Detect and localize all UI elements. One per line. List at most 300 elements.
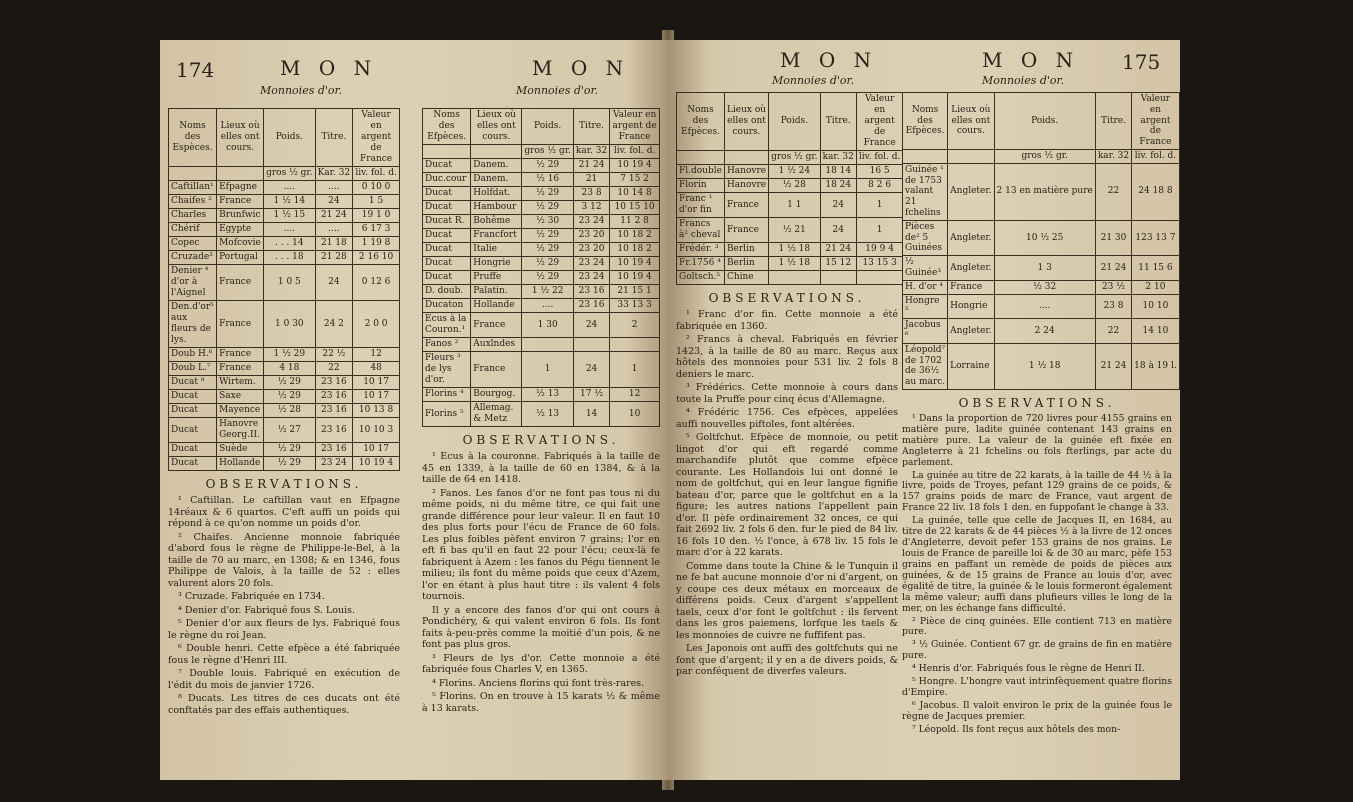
table-row (677, 193, 903, 218)
table-cell: 21 24 (1095, 256, 1131, 281)
observations-text (422, 451, 660, 714)
running-head: M O N (982, 48, 1080, 72)
table-cell: 1 ½ 24 (769, 165, 820, 179)
table-cell: ½ 27 (264, 418, 315, 443)
table-cell: ½ 29 (264, 376, 315, 390)
right-page (668, 40, 1180, 780)
table-cell: 24 (573, 352, 609, 388)
section-subtitle: Monnoies d'or. (772, 74, 855, 87)
table-cell: Angleter. (948, 256, 994, 281)
table-row (677, 243, 903, 257)
table-cell: 1 (856, 218, 902, 243)
column-header: Noms des Efpèces. (677, 93, 725, 151)
observation-note: La guinée au titre de 22 karats, à la taille de 44 ½ à la livre, poids de Troyes, pefant 129 grains de ce poids, & 157 grains poids de marc de France, vaut argent de France 22 liv. 18 fols 1 den. en fuppofant le change à 33. (902, 469, 1172, 514)
table-cell: 10 ½ 25 (994, 220, 1095, 255)
table-cell: 10 18 2 (610, 229, 660, 243)
table-cell: 23 24 (573, 271, 609, 285)
table-cell: ½ 28 (769, 179, 820, 193)
observation-note: ⁸ Ducats. Les titres de ces ducats ont été conftatés par des effais authentiques. (168, 693, 400, 716)
table-cell: Ducat (423, 229, 471, 243)
table-row (423, 271, 660, 285)
table-cell: . . . 14 (264, 237, 315, 251)
table-cell: 1 ½ 22 (522, 285, 573, 299)
table-cell: ½ 29 (264, 443, 315, 457)
column-header: Titre. (820, 93, 856, 151)
table-row (169, 348, 400, 362)
table-cell: 23 16 (315, 404, 353, 418)
table-cell: ½ 29 (264, 390, 315, 404)
unit-cell: kar. 32 (820, 151, 856, 165)
observation-note: ⁴ Henris d'or. Fabriqués fous le règne de Henri II. (912, 663, 1145, 675)
table-cell: Mofcovie (217, 237, 264, 251)
table-cell: 1 1 (769, 193, 820, 218)
observations-heading: OBSERVATIONS. (205, 477, 363, 491)
table-cell: ½ 29 (522, 229, 573, 243)
table-cell: 19 1 0 (353, 209, 400, 223)
observation-note: Les Japonois ont auffi des goltfchuts qui ne font que d'argent; il y en a de divers poids, & par conféquent de diverfes valeurs. (676, 643, 898, 677)
table-cell: ½ 29 (522, 187, 573, 201)
table-row (423, 201, 660, 215)
table-row (169, 362, 400, 376)
column-header: Valeur en argent de France (353, 109, 400, 167)
table-cell: 24 (820, 193, 856, 218)
table-cell: 10 17 (353, 443, 400, 457)
observation-note: ² Chaifes. Ancienne monnoie fabriquée d'abord fous le règne de Philippe-le-Bel, à la taille de 70 au marc, en 1308; & en 1346, fous Philippe de Valois, à la taille de 52 : elles valurent alors 20 fols. (168, 531, 400, 589)
table-cell: Francfort (471, 229, 522, 243)
table-cell: Hongrie (471, 257, 522, 271)
table-row (903, 343, 1180, 389)
table-cell: 1 5 (353, 195, 400, 209)
column-header: Poids. (994, 93, 1095, 150)
table-row (423, 159, 660, 173)
table-cell: .... (315, 223, 353, 237)
table-row (169, 181, 400, 195)
table-cell (610, 338, 660, 352)
table-cell: 18 14 (820, 165, 856, 179)
table-cell: Chaifes ² (169, 195, 217, 209)
table-cell: 22 (1095, 319, 1131, 344)
observation-note: ⁵ Hongre. L'hongre vaut intrinfèquement quatre florins d'Empire. (902, 676, 1172, 699)
table-cell: 0 12 6 (353, 265, 400, 301)
table-cell: ½ 32 (994, 280, 1095, 294)
table-cell: France (217, 362, 264, 376)
table-cell: 2 0 0 (353, 301, 400, 348)
table-cell: Bourgog. (471, 388, 522, 402)
table-cell: France (217, 348, 264, 362)
table-row (169, 223, 400, 237)
table-row (423, 299, 660, 313)
right-column (902, 92, 1177, 738)
table-row (169, 195, 400, 209)
table-cell: Danem. (471, 173, 522, 187)
table-cell: ½ 29 (264, 457, 315, 471)
table-cell: France (724, 218, 768, 243)
table-cell: Pièces de² 5 Guinées (903, 220, 948, 255)
table-cell: Ducat (423, 257, 471, 271)
table-row (423, 313, 660, 338)
unit-cell (724, 151, 768, 165)
table-row (677, 179, 903, 193)
table-row (423, 187, 660, 201)
table-cell: 1 ½ 14 (264, 195, 315, 209)
table-row (423, 352, 660, 388)
observation-note: ³ Frédérics. Cette monnoie à cours dans toute la Pruffe pour cinq écus d'Allemagne. (676, 382, 898, 405)
observation-note: ⁵ Denier d'or aux fleurs de lys. Fabriqué fous le règne du roi Jean. (168, 618, 400, 641)
table-row (169, 443, 400, 457)
observation-note: ⁴ Florins. Anciens florins qui font très-rares. (432, 677, 645, 689)
unit-cell: liv. fol. d. (353, 167, 400, 181)
table-cell: Hambour (471, 201, 522, 215)
table-cell: Ducaton (423, 299, 471, 313)
table-cell: Ducat (423, 243, 471, 257)
table-cell: Chérif (169, 223, 217, 237)
table-cell: 1 ½ 18 (769, 257, 820, 271)
table-cell: 1 ½ 18 (994, 343, 1095, 389)
table-cell: Fanos ² (423, 338, 471, 352)
table-cell: 23 20 (573, 229, 609, 243)
table-cell: Ducat (423, 201, 471, 215)
unit-cell: kar. 32 (1095, 149, 1131, 163)
unit-cell: Kar. 32 (315, 167, 353, 181)
table-cell: Bohême (471, 215, 522, 229)
table-cell: France (217, 265, 264, 301)
unit-cell: gros ½ gr. (264, 167, 315, 181)
table-cell: 24 2 (315, 301, 353, 348)
table-cell: ½ 29 (522, 159, 573, 173)
observation-note: ¹ Dans la proportion de 720 livres pour 4155 grains en matière pure, ladite guinée contenant 143 grains en matière pure. La valeur de la guinée eft fixée en Angleterre à 21 fchelins ou fols fterlings, par acte du parlement. (902, 412, 1172, 468)
table-cell: Hanovre (724, 165, 768, 179)
observation-note: ⁶ Jacobus. Il valoit environ le prix de la guinée fous le règne de Jacques premier. (902, 699, 1172, 722)
unit-cell: gros ½ gr. (769, 151, 820, 165)
column-header: Titre. (315, 109, 353, 167)
column-header: Titre. (1095, 93, 1131, 150)
table-cell: 23 16 (573, 299, 609, 313)
table-cell: 10 19 4 (353, 457, 400, 471)
table-cell: 23 8 (1095, 294, 1131, 319)
unit-cell (423, 145, 471, 159)
table-cell (856, 271, 902, 285)
coin-table (902, 92, 1180, 390)
table-cell: 12 (353, 348, 400, 362)
table-cell: Hollande (471, 299, 522, 313)
table-cell: 21 18 (315, 237, 353, 251)
table-cell: 23 16 (315, 376, 353, 390)
table-cell: Ducat (423, 187, 471, 201)
table-cell: Ducat (169, 457, 217, 471)
table-cell: 21 30 (1095, 220, 1131, 255)
table-cell: 10 14 8 (610, 187, 660, 201)
table-cell: ½ 29 (522, 243, 573, 257)
table-cell: 3 12 (573, 201, 609, 215)
observation-note: La guinée, telle que celle de Jacques II, en 1684, au titre de 22 karats & de 44 pièces ½ à la livre de 12 onces d'Angleterre, devoit pefer 153 grains de nos grains. Le louis de France de pareille loi & de 30 au marc, pèfe 153 grains en paffant un remède de poids de pièces aux guinées, & de 15 grains de France au louis d'or, avec égalité de titre, la guinée & le louis formeront également la même valeur; auffi dans plufieurs villes le long de la mer, on les échange fans difficulté. (902, 515, 1172, 614)
table-cell: 23 ½ (1095, 280, 1131, 294)
table-cell: Ducat R. (423, 215, 471, 229)
table-cell: 1 (610, 352, 660, 388)
table-cell: 1 30 (522, 313, 573, 338)
table-cell: 2 (610, 313, 660, 338)
table-row (423, 338, 660, 352)
table-cell: 2 24 (994, 319, 1095, 344)
table-cell: 23 24 (573, 257, 609, 271)
table-cell: 14 10 (1132, 319, 1180, 344)
table-cell: 24 (820, 218, 856, 243)
table-cell: 10 17 (353, 390, 400, 404)
table-row (169, 237, 400, 251)
table-cell: Ducat (169, 443, 217, 457)
table-cell: France (948, 280, 994, 294)
table-cell: France (217, 301, 264, 348)
column-header: Noms des Efpèces. (423, 109, 471, 145)
table-cell: Copec (169, 237, 217, 251)
unit-cell: liv. fol. d. (1132, 149, 1180, 163)
table-cell: .... (264, 181, 315, 195)
table-cell: Mayence (217, 404, 264, 418)
table-row (169, 404, 400, 418)
observations-text (676, 309, 898, 678)
observations-text (902, 414, 1172, 736)
table-cell: 16 5 (856, 165, 902, 179)
table-cell: 21 28 (315, 251, 353, 265)
table-cell: 1 0 30 (264, 301, 315, 348)
column-header: Noms des Efpèces. (903, 93, 948, 150)
table-cell: 13 15 3 (856, 257, 902, 271)
table-cell: 21 (573, 173, 609, 187)
table-row (169, 251, 400, 265)
table-row (903, 220, 1180, 255)
column-header: Poids. (264, 109, 315, 167)
table-cell: 24 (315, 265, 353, 301)
table-cell: ½ 16 (522, 173, 573, 187)
table-cell: 0 10 0 (353, 181, 400, 195)
table-cell: Hanovre (724, 179, 768, 193)
table-row (169, 265, 400, 301)
column-header: Valeur en argent de France (1132, 93, 1180, 150)
table-cell: 1 (856, 193, 902, 218)
table-cell (769, 271, 820, 285)
table-cell: ½ 28 (264, 404, 315, 418)
table-cell: 33 13 3 (610, 299, 660, 313)
table-row (423, 229, 660, 243)
table-cell: 7 15 2 (610, 173, 660, 187)
table-cell: 10 10 (1132, 294, 1180, 319)
table-cell: 18 à 19 l. (1132, 343, 1180, 389)
unit-cell (948, 149, 994, 163)
section-subtitle: Monnoies d'or. (982, 74, 1065, 87)
table-cell: Portugal (217, 251, 264, 265)
observation-note: ² Fanos. Les fanos d'or ne font pas tous ni du même poids, ni du même titre, ce qui fait une grande différence pour leur valeur. Il en faut 10 des plus forts pour l'écu de France de 60 fols. Les plus foibles pèfent environ 7 grains; l'or en eft fi bas qu'il en faut 22 pour l'écu; ceux-là fe fabriquent à Azem : les fanos du Pégu tiennent le milieu; ils font du même poids que ceux d'Azem, l'or en étant à plus haut titre : ils valent 4 fols tournois. (422, 487, 660, 602)
table-cell: Ducat (169, 404, 217, 418)
table-row (677, 165, 903, 179)
section-subtitle: Monnoies d'or. (260, 84, 343, 97)
table-cell: 48 (353, 362, 400, 376)
table-cell: Pruffe (471, 271, 522, 285)
table-cell: 10 19 4 (610, 257, 660, 271)
unit-cell (677, 151, 725, 165)
unit-cell: gros ½ gr. (994, 149, 1095, 163)
column-header: Lieux où elles ont cours. (217, 109, 264, 167)
table-cell: Duc.cour (423, 173, 471, 187)
table-cell: Palatin. (471, 285, 522, 299)
table-cell: Italie (471, 243, 522, 257)
table-cell: 18 24 (820, 179, 856, 193)
table-cell: Florins ⁵ (423, 402, 471, 427)
table-cell: 10 (610, 402, 660, 427)
table-cell: 10 13 8 (353, 404, 400, 418)
observation-note: ³ Fleurs de lys d'or. Cette monnoie a été fabriquée fous Charles V, en 1365. (422, 652, 660, 675)
table-cell: Hollande (217, 457, 264, 471)
table-cell: 10 18 2 (610, 243, 660, 257)
table-cell: 123 13 7 (1132, 220, 1180, 255)
table-row (423, 388, 660, 402)
table-cell: ½ 29 (522, 271, 573, 285)
table-cell: 19 9 4 (856, 243, 902, 257)
table-cell: 15 12 (820, 257, 856, 271)
observation-note: ⁷ Léopold. Ils font reçus aux hôtels des mon- (912, 723, 1121, 735)
table-cell (522, 338, 573, 352)
table-row (169, 301, 400, 348)
table-cell: Suède (217, 443, 264, 457)
table-cell: .... (522, 299, 573, 313)
table-row (903, 280, 1180, 294)
table-cell: Lorraine (948, 343, 994, 389)
column-header: Lieux où elles ont cours. (948, 93, 994, 150)
observation-note: ³ Cruzade. Fabriquée en 1734. (178, 591, 325, 602)
table-cell: 10 17 (353, 376, 400, 390)
table-cell: Den.d'or⁵ aux fleurs de lys. (169, 301, 217, 348)
table-row (169, 376, 400, 390)
running-head: M O N (532, 56, 630, 80)
table-cell: Angleter. (948, 220, 994, 255)
table-cell: 2 13 en matière pure (994, 163, 1095, 220)
table-cell: Florins ⁴ (423, 388, 471, 402)
table-cell: Jacobus ⁶ (903, 319, 948, 344)
column-header: Noms des Espèces. (169, 109, 217, 167)
coin-table (168, 108, 400, 471)
table-cell: 10 19 4 (610, 271, 660, 285)
table-cell: Doub H.⁶ (169, 348, 217, 362)
observation-note: ¹ Franc d'or fin. Cette monnoie a été fabriquée en 1360. (676, 309, 898, 332)
unit-cell (903, 149, 948, 163)
unit-cell (217, 167, 264, 181)
table-cell: Denier ⁴ d'or à l'Aignel (169, 265, 217, 301)
column-header: Valeur en argent de France (856, 93, 902, 151)
table-cell (820, 271, 856, 285)
table-row (169, 390, 400, 404)
table-cell: Egypte (217, 223, 264, 237)
observation-note: ³ ½ Guinée. Contient 67 gr. de grains de fin en matière pure. (902, 639, 1172, 662)
table-row (903, 256, 1180, 281)
table-cell: H. d'or ⁴ (903, 280, 948, 294)
table-cell: 21 24 (315, 209, 353, 223)
table-cell: 1 (522, 352, 573, 388)
table-cell: ½ 13 (522, 402, 573, 427)
observation-note: ² Pièce de cinq guinées. Elle contient 713 en matière pure. (902, 615, 1172, 638)
table-cell: ½ 21 (769, 218, 820, 243)
table-cell: Léopold⁷ de 1702 de 36½ au marc. (903, 343, 948, 389)
table-cell: Fleurs ³ de lys d'or. (423, 352, 471, 388)
table-cell: Ducat (169, 390, 217, 404)
table-row (423, 285, 660, 299)
unit-cell (471, 145, 522, 159)
table-cell: Fl.double (677, 165, 725, 179)
table-row (677, 257, 903, 271)
table-cell: Frédér. ³ (677, 243, 725, 257)
unit-cell (169, 167, 217, 181)
table-row (169, 418, 400, 443)
table-cell: Charles (169, 209, 217, 223)
observation-note: ⁵ Florins. On en trouve à 15 karats ½ & même à 13 karats. (422, 691, 660, 714)
table-cell: Angleter. (948, 163, 994, 220)
table-cell: 23 8 (573, 187, 609, 201)
table-cell: 24 (315, 195, 353, 209)
table-row (169, 457, 400, 471)
table-cell: 8 2 6 (856, 179, 902, 193)
table-cell: Doub L.⁷ (169, 362, 217, 376)
table-cell: ½ Guinée³ (903, 256, 948, 281)
unit-cell: liv. fol. d. (856, 151, 902, 165)
observation-note: ⁴ Denier d'or. Fabriqué fous S. Louis. (178, 604, 356, 616)
table-row (677, 271, 903, 285)
coin-table (676, 92, 903, 285)
column-header: Titre. (573, 109, 609, 145)
table-cell: Goltsch.⁵ (677, 271, 725, 285)
column-header: Poids. (522, 109, 573, 145)
left-page (160, 40, 668, 780)
table-cell: 24 18 8 (1132, 163, 1180, 220)
table-cell: Fr.1756 ⁴ (677, 257, 725, 271)
table-cell: 22 (315, 362, 353, 376)
table-cell: 24 (573, 313, 609, 338)
observations-heading: OBSERVATIONS. (462, 433, 620, 447)
observations-heading: OBSERVATIONS. (958, 395, 1116, 410)
observations-text (168, 495, 400, 716)
unit-cell: gros ½ gr. (522, 145, 573, 159)
table-cell: .... (264, 223, 315, 237)
table-cell: Auxlndes (471, 338, 522, 352)
table-cell: Ducat (423, 159, 471, 173)
table-cell: 21 24 (1095, 343, 1131, 389)
table-cell: Hanovre Georg.II. (217, 418, 264, 443)
table-cell: Francs à² cheval (677, 218, 725, 243)
table-cell: 1 19 8 (353, 237, 400, 251)
table-cell: France (471, 313, 522, 338)
table-cell: 4 18 (264, 362, 315, 376)
table-cell: 1 0 5 (264, 265, 315, 301)
table-cell: Ducat (169, 418, 217, 443)
page-number: 174 (176, 58, 215, 82)
table-cell: Cruzade³ (169, 251, 217, 265)
table-cell: D. doub. (423, 285, 471, 299)
table-cell: Ducat (423, 271, 471, 285)
table-cell: Ecus à la Couron.¹ (423, 313, 471, 338)
table-cell: France (471, 352, 522, 388)
table-cell: Allemag. & Metz (471, 402, 522, 427)
table-cell: Hongrie (948, 294, 994, 319)
table-cell: 23 20 (573, 243, 609, 257)
table-cell: 6 17 3 (353, 223, 400, 237)
table-cell: Franc ¹ d'or fin (677, 193, 725, 218)
table-cell: 23 16 (573, 285, 609, 299)
table-cell: 2 10 (1132, 280, 1180, 294)
observation-note: Comme dans toute la Chine & le Tunquin il ne fe bat aucune monnoie d'or ni d'argent, on y coupe ces deux métaux en morceaux de différens poids. Ceux d'argent s'appellent taels, ceux d'or font le goltfchut : ils fervent dans les gros paiemens, lorfque les taels & les monnoies de cuivre ne fuffifent pas. (676, 560, 898, 641)
table-cell: 2 16 10 (353, 251, 400, 265)
table-cell: 23 16 (315, 390, 353, 404)
table-cell: 21 24 (573, 159, 609, 173)
column-header: Lieux où elles ont cours. (724, 93, 768, 151)
observation-note: ⁷ Double louis. Fabriqué en exécution de l'édit du mois de janvier 1726. (168, 668, 400, 691)
table-cell: Wirtem. (217, 376, 264, 390)
table-cell: Chine (724, 271, 768, 285)
